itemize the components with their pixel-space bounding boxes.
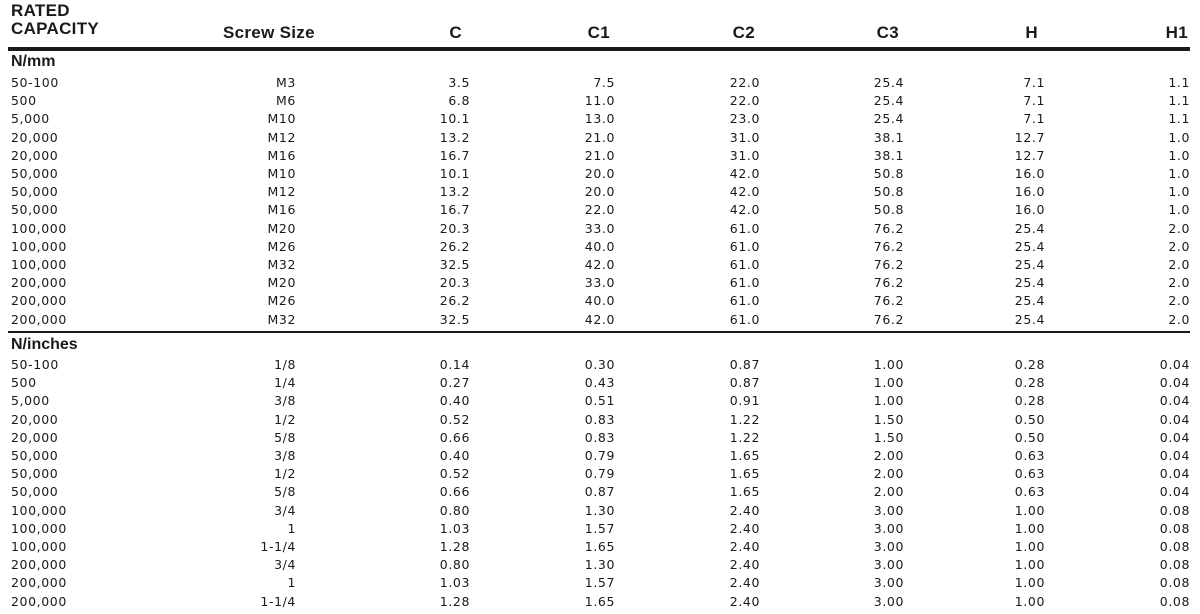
cell-c: 1.28 xyxy=(439,539,470,554)
cell-rated-capacity: 100,000 xyxy=(11,238,67,254)
cell-c: 1.28 xyxy=(439,593,470,609)
cell-screw-size: M12 xyxy=(267,184,296,200)
cell-h: 1.00 xyxy=(1014,557,1045,573)
cell-c1: 11.0 xyxy=(584,93,615,109)
cell-c: 0.27 xyxy=(439,375,470,391)
cell-c2: 31.0 xyxy=(729,129,760,145)
cell-c: 26.2 xyxy=(439,293,470,309)
table-row xyxy=(0,292,1200,310)
section-divider xyxy=(8,331,1190,333)
cell-screw-size: M32 xyxy=(267,311,296,327)
cell-c3: 3.00 xyxy=(873,539,904,554)
cell-c: 6.8 xyxy=(448,93,470,109)
cell-c1: 1.65 xyxy=(584,593,615,609)
cell-c: 0.66 xyxy=(439,429,470,445)
cell-screw-size: M32 xyxy=(267,257,296,272)
cell-c1: 0.51 xyxy=(584,393,615,409)
cell-c3: 2.00 xyxy=(873,466,904,482)
header-rated-line1: RATED xyxy=(11,1,70,20)
table-row xyxy=(0,220,1200,238)
cell-c2: 1.22 xyxy=(729,429,760,445)
cell-rated-capacity: 200,000 xyxy=(11,293,67,309)
cell-h1: 1.0 xyxy=(1168,184,1190,200)
cell-h: 25.4 xyxy=(1014,257,1045,272)
cell-c2: 1.65 xyxy=(729,466,760,482)
cell-c2: 22.0 xyxy=(729,93,760,109)
cell-h1: 0.08 xyxy=(1159,539,1190,554)
header-rule xyxy=(8,47,1190,51)
table-row xyxy=(0,165,1200,183)
table-row xyxy=(0,465,1200,483)
cell-h1: 2.0 xyxy=(1168,238,1190,254)
cell-c: 1.03 xyxy=(439,575,470,591)
cell-h: 7.1 xyxy=(1023,93,1045,109)
cell-h: 1.00 xyxy=(1014,502,1045,518)
cell-c1: 0.79 xyxy=(584,448,615,463)
cell-c3: 25.4 xyxy=(873,75,904,90)
cell-screw-size: 1 xyxy=(287,520,296,536)
cell-c: 32.5 xyxy=(439,311,470,327)
cell-h: 7.1 xyxy=(1023,111,1045,127)
cell-c2: 61.0 xyxy=(729,311,760,327)
cell-c3: 1.50 xyxy=(873,411,904,427)
cell-h1: 2.0 xyxy=(1168,220,1190,236)
cell-c: 0.52 xyxy=(439,466,470,482)
header-c1: C1 xyxy=(587,23,610,42)
cell-h: 0.63 xyxy=(1014,448,1045,463)
cell-c2: 42.0 xyxy=(729,184,760,200)
header-c2: C2 xyxy=(732,23,755,42)
cell-c: 0.66 xyxy=(439,484,470,500)
cell-c2: 2.40 xyxy=(729,539,760,554)
table-row xyxy=(0,110,1200,128)
cell-c3: 50.8 xyxy=(873,202,904,218)
table-row xyxy=(0,238,1200,256)
cell-rated-capacity: 50-100 xyxy=(11,357,59,372)
table-row xyxy=(0,502,1200,520)
cell-rated-capacity: 200,000 xyxy=(11,557,67,573)
cell-h: 25.4 xyxy=(1014,311,1045,327)
cell-h: 12.7 xyxy=(1014,147,1045,163)
cell-c3: 38.1 xyxy=(873,129,904,145)
cell-c3: 1.00 xyxy=(873,393,904,409)
cell-h1: 1.0 xyxy=(1168,166,1190,181)
cell-c3: 50.8 xyxy=(873,166,904,181)
table-row xyxy=(0,392,1200,410)
cell-screw-size: M6 xyxy=(276,93,296,109)
cell-rated-capacity: 100,000 xyxy=(11,502,67,518)
cell-h: 1.00 xyxy=(1014,593,1045,609)
cell-rated-capacity: 20,000 xyxy=(11,129,59,145)
cell-h: 25.4 xyxy=(1014,238,1045,254)
cell-c2: 0.91 xyxy=(729,393,760,409)
cell-c: 0.80 xyxy=(439,502,470,518)
table-row xyxy=(0,201,1200,219)
table-row xyxy=(0,256,1200,274)
section-title-inches: N/inches xyxy=(11,336,78,353)
cell-c3: 3.00 xyxy=(873,593,904,609)
cell-rated-capacity: 100,000 xyxy=(11,539,67,554)
cell-h: 7.1 xyxy=(1023,75,1045,90)
cell-rated-capacity: 200,000 xyxy=(11,593,67,609)
cell-c1: 42.0 xyxy=(584,311,615,327)
cell-h1: 1.0 xyxy=(1168,202,1190,218)
cell-c3: 1.00 xyxy=(873,375,904,391)
cell-c3: 2.00 xyxy=(873,484,904,500)
cell-c3: 76.2 xyxy=(873,220,904,236)
section-title-mm: N/mm xyxy=(11,53,56,70)
cell-h1: 2.0 xyxy=(1168,311,1190,327)
cell-c1: 33.0 xyxy=(584,220,615,236)
cell-h: 1.00 xyxy=(1014,539,1045,554)
cell-h: 16.0 xyxy=(1014,166,1045,181)
cell-rated-capacity: 100,000 xyxy=(11,520,67,536)
cell-rated-capacity: 50,000 xyxy=(11,448,59,463)
cell-rated-capacity: 5,000 xyxy=(11,393,50,409)
cell-c1: 33.0 xyxy=(584,275,615,291)
cell-rated-capacity: 50,000 xyxy=(11,484,59,500)
cell-c1: 1.30 xyxy=(584,502,615,518)
cell-c1: 1.30 xyxy=(584,557,615,573)
header-h: H xyxy=(1025,23,1038,42)
cell-c3: 1.50 xyxy=(873,429,904,445)
cell-h1: 0.08 xyxy=(1159,575,1190,591)
cell-h: 0.28 xyxy=(1014,357,1045,372)
cell-c: 0.52 xyxy=(439,411,470,427)
cell-rated-capacity: 50,000 xyxy=(11,184,59,200)
cell-h1: 0.08 xyxy=(1159,520,1190,536)
cell-h: 0.50 xyxy=(1014,429,1045,445)
cell-h: 25.4 xyxy=(1014,275,1045,291)
cell-screw-size: M16 xyxy=(267,202,296,218)
cell-c3: 76.2 xyxy=(873,293,904,309)
cell-c1: 13.0 xyxy=(584,111,615,127)
cell-rated-capacity: 100,000 xyxy=(11,220,67,236)
cell-rated-capacity: 100,000 xyxy=(11,257,67,272)
cell-h: 12.7 xyxy=(1014,129,1045,145)
cell-h1: 0.04 xyxy=(1159,411,1190,427)
cell-h1: 1.0 xyxy=(1168,129,1190,145)
cell-c3: 3.00 xyxy=(873,575,904,591)
cell-screw-size: 5/8 xyxy=(274,429,296,445)
cell-c: 13.2 xyxy=(439,129,470,145)
cell-h1: 0.08 xyxy=(1159,593,1190,609)
table-row xyxy=(0,183,1200,201)
table-row xyxy=(0,74,1200,92)
table-row xyxy=(0,129,1200,147)
cell-c3: 50.8 xyxy=(873,184,904,200)
cell-h1: 0.04 xyxy=(1159,466,1190,482)
cell-c1: 0.43 xyxy=(584,375,615,391)
cell-c2: 0.87 xyxy=(729,357,760,372)
cell-c2: 22.0 xyxy=(729,75,760,90)
cell-h: 0.63 xyxy=(1014,484,1045,500)
cell-screw-size: 1/8 xyxy=(274,357,296,372)
cell-c2: 2.40 xyxy=(729,593,760,609)
cell-h1: 1.1 xyxy=(1168,75,1190,90)
cell-h1: 0.08 xyxy=(1159,557,1190,573)
cell-c3: 76.2 xyxy=(873,257,904,272)
table-row xyxy=(0,483,1200,501)
table-row xyxy=(0,92,1200,110)
cell-rated-capacity: 20,000 xyxy=(11,411,59,427)
cell-c: 16.7 xyxy=(439,202,470,218)
header-screw-size: Screw Size xyxy=(223,23,315,42)
cell-c3: 76.2 xyxy=(873,275,904,291)
table-row xyxy=(0,411,1200,429)
cell-c3: 1.00 xyxy=(873,357,904,372)
cell-h: 1.00 xyxy=(1014,520,1045,536)
table-header xyxy=(0,0,1200,50)
cell-h1: 1.0 xyxy=(1168,147,1190,163)
cell-screw-size: M10 xyxy=(267,166,296,181)
cell-rated-capacity: 20,000 xyxy=(11,429,59,445)
cell-h1: 0.04 xyxy=(1159,357,1190,372)
cell-c1: 0.79 xyxy=(584,466,615,482)
cell-c1: 0.83 xyxy=(584,429,615,445)
table-row xyxy=(0,429,1200,447)
table-row xyxy=(0,447,1200,465)
cell-c2: 61.0 xyxy=(729,293,760,309)
cell-rated-capacity: 50,000 xyxy=(11,166,59,181)
table-row xyxy=(0,556,1200,574)
cell-screw-size: M26 xyxy=(267,238,296,254)
cell-c3: 25.4 xyxy=(873,111,904,127)
cell-c2: 61.0 xyxy=(729,220,760,236)
table-row xyxy=(0,593,1200,611)
cell-rated-capacity: 50,000 xyxy=(11,202,59,218)
cell-c: 0.40 xyxy=(439,393,470,409)
cell-c3: 3.00 xyxy=(873,557,904,573)
header-rated-line2: CAPACITY xyxy=(11,19,100,38)
cell-h: 16.0 xyxy=(1014,202,1045,218)
table-row xyxy=(0,311,1200,329)
cell-c2: 2.40 xyxy=(729,557,760,573)
cell-rated-capacity: 200,000 xyxy=(11,275,67,291)
header-c3: C3 xyxy=(876,23,899,42)
cell-c3: 3.00 xyxy=(873,520,904,536)
cell-h1: 1.1 xyxy=(1168,93,1190,109)
cell-c2: 61.0 xyxy=(729,275,760,291)
cell-screw-size: 1/4 xyxy=(274,375,296,391)
cell-c: 16.7 xyxy=(439,147,470,163)
cell-rated-capacity: 5,000 xyxy=(11,111,50,127)
cell-c2: 2.40 xyxy=(729,502,760,518)
cell-c3: 3.00 xyxy=(873,502,904,518)
cell-c2: 42.0 xyxy=(729,202,760,218)
cell-h: 0.28 xyxy=(1014,393,1045,409)
header-h1: H1 xyxy=(1165,23,1188,42)
cell-h: 16.0 xyxy=(1014,184,1045,200)
cell-screw-size: M20 xyxy=(267,220,296,236)
cell-h: 0.28 xyxy=(1014,375,1045,391)
cell-screw-size: M16 xyxy=(267,147,296,163)
cell-h1: 0.04 xyxy=(1159,484,1190,500)
header-c: C xyxy=(449,23,462,42)
cell-c: 26.2 xyxy=(439,238,470,254)
cell-c3: 25.4 xyxy=(873,93,904,109)
cell-c1: 40.0 xyxy=(584,293,615,309)
cell-c1: 20.0 xyxy=(584,184,615,200)
cell-h1: 0.08 xyxy=(1159,502,1190,518)
cell-c: 1.03 xyxy=(439,520,470,536)
cell-h1: 0.04 xyxy=(1159,429,1190,445)
cell-screw-size: M26 xyxy=(267,293,296,309)
cell-screw-size: 3/4 xyxy=(274,502,296,518)
cell-c2: 31.0 xyxy=(729,147,760,163)
cell-c1: 7.5 xyxy=(593,75,615,90)
cell-screw-size: 1-1/4 xyxy=(260,539,296,554)
cell-screw-size: M10 xyxy=(267,111,296,127)
table-row xyxy=(0,374,1200,392)
cell-c2: 1.65 xyxy=(729,448,760,463)
cell-c: 0.14 xyxy=(439,357,470,372)
table-row xyxy=(0,147,1200,165)
cell-c2: 2.40 xyxy=(729,575,760,591)
cell-h1: 2.0 xyxy=(1168,275,1190,291)
cell-screw-size: 3/4 xyxy=(274,557,296,573)
cell-c1: 0.83 xyxy=(584,411,615,427)
cell-c: 10.1 xyxy=(439,166,470,181)
cell-h: 0.63 xyxy=(1014,466,1045,482)
cell-c2: 61.0 xyxy=(729,257,760,272)
cell-screw-size: 3/8 xyxy=(274,448,296,463)
cell-c1: 1.65 xyxy=(584,539,615,554)
cell-screw-size: M3 xyxy=(276,75,296,90)
cell-h: 25.4 xyxy=(1014,293,1045,309)
cell-screw-size: 3/8 xyxy=(274,393,296,409)
table-row xyxy=(0,574,1200,592)
cell-c1: 42.0 xyxy=(584,257,615,272)
cell-c2: 0.87 xyxy=(729,375,760,391)
cell-h1: 0.04 xyxy=(1159,448,1190,463)
cell-c2: 2.40 xyxy=(729,520,760,536)
cell-rated-capacity: 50-100 xyxy=(11,75,59,90)
cell-c: 0.80 xyxy=(439,557,470,573)
cell-h: 1.00 xyxy=(1014,575,1045,591)
cell-c1: 40.0 xyxy=(584,238,615,254)
cell-c1: 21.0 xyxy=(584,147,615,163)
header-rated-capacity xyxy=(11,2,99,38)
cell-rated-capacity: 50,000 xyxy=(11,466,59,482)
cell-c3: 76.2 xyxy=(873,311,904,327)
cell-c: 13.2 xyxy=(439,184,470,200)
cell-c2: 1.22 xyxy=(729,411,760,427)
cell-c1: 0.87 xyxy=(584,484,615,500)
cell-c: 0.40 xyxy=(439,448,470,463)
cell-c: 20.3 xyxy=(439,275,470,291)
cell-c2: 42.0 xyxy=(729,166,760,181)
cell-c1: 22.0 xyxy=(584,202,615,218)
cell-screw-size: 1/2 xyxy=(274,411,296,427)
cell-c1: 21.0 xyxy=(584,129,615,145)
cell-h: 25.4 xyxy=(1014,220,1045,236)
table-row xyxy=(0,274,1200,292)
cell-h1: 0.04 xyxy=(1159,393,1190,409)
cell-rated-capacity: 200,000 xyxy=(11,311,67,327)
table-row xyxy=(0,356,1200,374)
table-row xyxy=(0,538,1200,556)
cell-screw-size: 5/8 xyxy=(274,484,296,500)
cell-c1: 20.0 xyxy=(584,166,615,181)
table-row xyxy=(0,520,1200,538)
cell-c1: 1.57 xyxy=(584,575,615,591)
cell-screw-size: 1 xyxy=(287,575,296,591)
cell-c3: 2.00 xyxy=(873,448,904,463)
cell-rated-capacity: 500 xyxy=(11,375,37,391)
cell-c3: 76.2 xyxy=(873,238,904,254)
cell-screw-size: 1-1/4 xyxy=(260,593,296,609)
cell-rated-capacity: 20,000 xyxy=(11,147,59,163)
cell-c1: 1.57 xyxy=(584,520,615,536)
cell-h1: 2.0 xyxy=(1168,257,1190,272)
cell-c2: 23.0 xyxy=(729,111,760,127)
cell-h1: 2.0 xyxy=(1168,293,1190,309)
cell-c2: 1.65 xyxy=(729,484,760,500)
cell-c: 20.3 xyxy=(439,220,470,236)
cell-c: 10.1 xyxy=(439,111,470,127)
cell-c: 3.5 xyxy=(448,75,470,90)
cell-h1: 0.04 xyxy=(1159,375,1190,391)
cell-c: 32.5 xyxy=(439,257,470,272)
cell-rated-capacity: 500 xyxy=(11,93,37,109)
cell-h1: 1.1 xyxy=(1168,111,1190,127)
cell-rated-capacity: 200,000 xyxy=(11,575,67,591)
cell-c1: 0.30 xyxy=(584,357,615,372)
cell-screw-size: 1/2 xyxy=(274,466,296,482)
cell-h: 0.50 xyxy=(1014,411,1045,427)
cell-screw-size: M12 xyxy=(267,129,296,145)
cell-screw-size: M20 xyxy=(267,275,296,291)
cell-c3: 38.1 xyxy=(873,147,904,163)
cell-c2: 61.0 xyxy=(729,238,760,254)
